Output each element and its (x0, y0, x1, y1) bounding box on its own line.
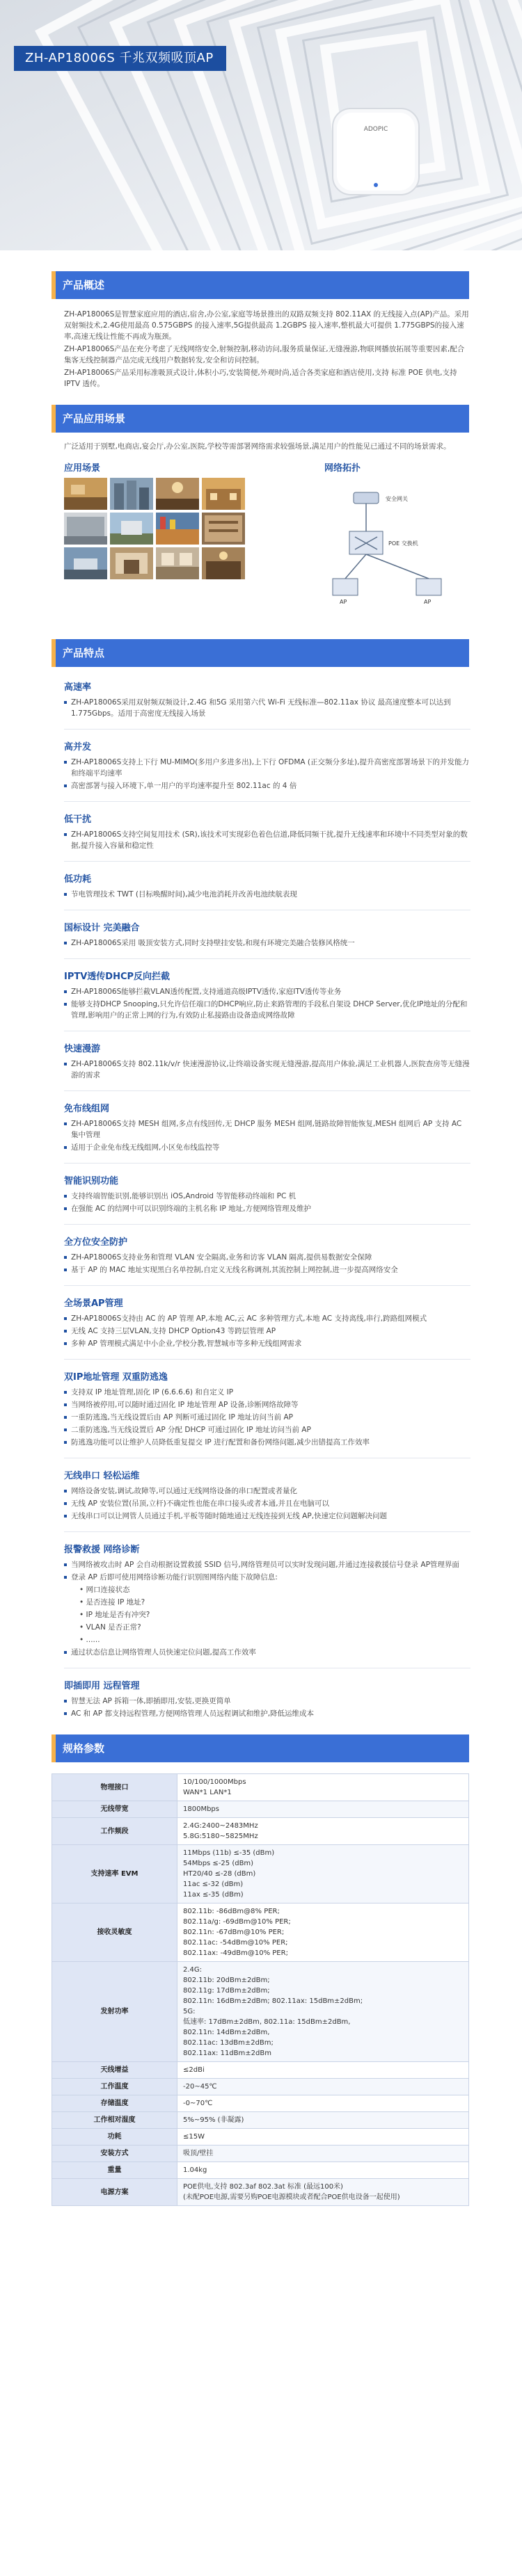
applications-visuals (0, 453, 522, 620)
feature-title: 报警救援 网络诊断 (64, 1545, 140, 1555)
feature-bullet: • IP 地址是否有冲突? (79, 1611, 150, 1619)
spec-value-line: 1800Mbps (183, 1805, 219, 1813)
scene-photo (110, 478, 153, 510)
spec-value-line: 54Mbps ≤-25 (dBm) (183, 1860, 254, 1867)
spec-key: 发射功率 (52, 1962, 177, 2062)
tunnel-background (0, 0, 522, 250)
spec-value-line: 10/100/1000Mbps (183, 1778, 246, 1786)
feature-body (0, 889, 522, 900)
feature-bullet: 基于 AP 的 MAC 地址实现黑白名单控制,自定义无线名称调剂,其流控制上网控制,进一步提高网络安全 (64, 1264, 470, 1275)
feature-bullet: 通过状态信息让网络管理人员快速定位问题,提高工作效率 (64, 1647, 470, 1658)
feature-bullet: • 网口连接状态 (79, 1586, 130, 1594)
feature-body (0, 1387, 522, 1448)
feature-title: 免布线组网 (64, 1104, 110, 1114)
spec-value-line: POE供电,支持 802.3af 802.3at 标准 (最远100米) (183, 2183, 343, 2191)
feature-bullet: ZH-AP18006S支持上下行 MU-MIMO(多用户多进多出),上下行 OFDMA (正交频分多址),提升高密度部署场景下的并发能力和终端平均速率 (64, 757, 470, 779)
feature-bullet: 能够支持DHCP Snooping,只允许信任端口的DHCP响应,防止来路管理的手段私自架设 DHCP Server,优化IP地址的分配和管理,影响用户的正常上网的行为,有效防止私接路由设备造成网络故障 (64, 999, 470, 1021)
feature-body (0, 937, 522, 949)
network-topology (324, 460, 470, 620)
scene-photo (202, 547, 245, 579)
scene-photo (110, 547, 153, 579)
feature-bullet: 智慧无法 AP 拆箱一体,即插即用,安装,更换更简单 (64, 1696, 470, 1707)
spec-value (177, 2146, 469, 2162)
feature-title: 低干扰 (64, 814, 92, 825)
feature-bullet: ZH-AP18006S支持业务和管理 VLAN 安全隔离,业务和访客 VLAN 隔离,提供易数据安全保障 (64, 1252, 470, 1263)
spec-value-line: 802.11b: -86dBm@8% PER; (183, 1908, 280, 1915)
feature-divider (64, 1163, 470, 1164)
spec-value (177, 2079, 469, 2095)
spec-key: 无线带宽 (52, 1801, 177, 1818)
scene-photo (64, 513, 107, 545)
scene-photo (156, 478, 199, 510)
feature-bullet: 在强能 AC 的结网中可以识别终端的主机名称 IP 地址,方便网络管理及维护 (64, 1203, 470, 1214)
feature-title: 双IP地址管理 双重防逃逸 (64, 1372, 168, 1383)
spec-key: 接收灵敏度 (52, 1903, 177, 1962)
feature-title: 全方位安全防护 (64, 1237, 128, 1248)
scene-photo (202, 513, 245, 545)
hero-banner (0, 0, 522, 250)
feature-bullet: 无线 AC 支持三层VLAN,支持 DHCP Option43 等跨层管理 AP (64, 1326, 470, 1337)
ap-device-image (327, 103, 425, 200)
spec-value (177, 1818, 469, 1845)
feature-bullet: 支持双 IP 地址管理,固化 IP (6.6.6.6) 和自定义 IP (64, 1387, 470, 1398)
applications-paragraph: 广泛适用于别墅,电商店,宴会厅,办公室,医院,学校等需部署网络需求较强场景,满足用户的性能见已通过不同的场景需求。 (64, 442, 451, 451)
spec-value (177, 1903, 469, 1962)
feature-title: 国标设计 完美融合 (64, 923, 140, 933)
feature-body (0, 1252, 522, 1275)
feature-title: 快速漫游 (64, 1044, 101, 1054)
spec-table (52, 1773, 469, 2206)
spec-value (177, 2162, 469, 2179)
spec-value (177, 2095, 469, 2112)
overview-paragraph: ZH-AP18006S产品采用标准吸顶式设计,体积小巧,安装简便,外观时尚,适合各类家庭和酒店使用,支持 标准 POE 供电,支持IPTV 透传。 (64, 369, 457, 388)
feature-bullet: 节电管理技术 TWT (目标唤醒时间),减少电池消耗并改善电池续航表现 (64, 889, 470, 900)
section-applications-heading: 产品应用场景 (52, 405, 469, 433)
feature-body (0, 1696, 522, 1719)
spec-key: 工作频段 (52, 1818, 177, 1845)
feature-bullet: 一重防逃逸,当无线设置后由 AP 判断可通过固化 IP 地址访问当前 AP (64, 1412, 470, 1423)
spec-value-line: -20~45℃ (183, 2083, 217, 2091)
spec-value-line: (未配POE电源,需要另购POE电源模块或者配合POE供电设备一起使用) (183, 2193, 400, 2201)
spec-value-line: WAN*1 LAN*1 (183, 1789, 232, 1796)
spec-row (52, 1903, 469, 1962)
spec-value-line: 5.8G:5180~5825MHz (183, 1833, 258, 1840)
feature-bullet: 当网络被停用,可以随时通过固化 IP 地址管理 AP 设备,诊断网络故障等 (64, 1399, 470, 1410)
scene-photo-grid (64, 478, 245, 579)
spec-value-line: 802.11ax: -49dBm@10% PER; (183, 1949, 288, 1957)
feature-body (0, 697, 522, 719)
section-features-heading: 产品特点 (52, 639, 469, 667)
section-overview-heading: 产品概述 (52, 271, 469, 299)
feature-bullet: 多种 AP 管理模式满足中小企业,学校分教,智慧城市等多种无线组网需求 (64, 1338, 470, 1349)
ap-node-icon (333, 579, 358, 595)
feature-divider (64, 1224, 470, 1225)
spec-key: 支持速率 EVM (52, 1845, 177, 1903)
hero-title: ZH-AP18006S 千兆双频吸顶AP (14, 46, 226, 71)
spec-row (52, 1845, 469, 1903)
feature-title: 高速率 (64, 682, 92, 693)
spec-value (177, 1845, 469, 1903)
spec-row (52, 1774, 469, 1801)
feature-bullet: ZH-AP18006S支持空间复用技术 (SR),该技术可实现彩色着色信道,降低同频干扰,提升无线速率和环境中不同类型对象的数据,提升接入容量和稳定性 (64, 829, 470, 851)
topology-label: 网络拓扑 (324, 463, 361, 474)
spec-value-line: ≤2dBi (183, 2066, 205, 2074)
feature-body (0, 1486, 522, 1522)
feature-bullet: 无线串口可以让网管人员通过手机,平板等随时随地通过无线连接到无线 AP,快速定位问题解决问题 (64, 1511, 470, 1522)
scenes-label: 应用场景 (64, 463, 101, 474)
feature-divider (64, 1359, 470, 1360)
spec-row (52, 1962, 469, 2062)
spec-value-line: 5%~95% (非凝露) (183, 2116, 244, 2124)
spec-row (52, 2095, 469, 2112)
ap-node-icon (416, 579, 441, 595)
feature-bullet: • VLAN 是否正常? (79, 1623, 141, 1632)
spec-value-line: 11Mbps (11b) ≤-35 (dBm) (183, 1849, 275, 1857)
scene-photo (202, 478, 245, 510)
spec-key: 电源方案 (52, 2179, 177, 2206)
topology-diagram (324, 478, 470, 617)
feature-title: 智能识别功能 (64, 1176, 119, 1186)
feature-bullet: 登录 AP 后即可使用网络诊断功能行识别图网络内能下故障信息: (64, 1572, 470, 1583)
spec-value (177, 1801, 469, 1818)
feature-bullet: ZH-AP18006S采用双射频双频设计,2.4G 和5G 采用第六代 Wi-Fi 无线标准—802.11ax 协议 最高速度整本可以达到 1.775Gbps。适用于高密度无线接入场景 (64, 697, 470, 719)
overview-paragraph: ZH-AP18006S是智慧家庭应用的酒店,宿舍,办公室,家庭等场景推出的双路双频支持 802.11AX 的无线接入点(AP)产品。采用双射频技术,2.4G使用最高 0.575GBPS 的接入速率,5G提供最高 1.2GBPS 接入速率,整机最大可提供 1.775GBPS的接入速率,高速无线让性能不再成为瓶颈。 (64, 310, 469, 341)
spec-row (52, 1801, 469, 1818)
topology-node-label: 安全网关 (386, 496, 408, 502)
feature-bullet: ZH-AP18006S支持由 AC 的 AP 管理 AP,本地 AC,云 AC 多种管理方式,本地 AC 支持离线,串行,跨路组网模式 (64, 1313, 470, 1324)
application-scenes (64, 460, 245, 620)
spec-key: 安装方式 (52, 2146, 177, 2162)
spec-value (177, 2179, 469, 2206)
spec-value-line: 802.11a/g: -69dBm@10% PER; (183, 1918, 291, 1926)
feature-divider (64, 729, 470, 730)
feature-bullet: • ...... (79, 1636, 100, 1644)
feature-body (0, 1559, 522, 1658)
feature-bullet: 当网络被攻击时 AP 会自动根据设置救援 SSID 信号,网络管理员可以实时发现问题,并通过连接救援信号登录 AP管理界面 (64, 1559, 470, 1570)
feature-body (0, 757, 522, 791)
feature-title: 低功耗 (64, 874, 92, 885)
spec-key: 功耗 (52, 2129, 177, 2146)
feature-title: 无线串口 轻松运维 (64, 1471, 140, 1481)
feature-divider (64, 801, 470, 802)
spec-row (52, 2146, 469, 2162)
scene-photo (64, 478, 107, 510)
spec-value-line: HT20/40 ≤-28 (dBm) (183, 1870, 256, 1878)
feature-bullet: 二重防逃逸,当无线设置后 AP 分配 DHCP 可通过固化 IP 地址访问当前 AP (64, 1424, 470, 1435)
overview-text (0, 309, 522, 389)
feature-title: 全场景AP管理 (64, 1298, 123, 1309)
spec-value-line: 2.4G:2400~2483MHz (183, 1822, 258, 1830)
feature-bullet: 高密部署与接入环境下,单一用户的平均速率提升至 802.11ac 的 4 倍 (64, 780, 470, 791)
feature-body (0, 986, 522, 1021)
section-specs-heading: 规格参数 (52, 1734, 469, 1762)
feature-divider (64, 958, 470, 959)
spec-key: 工作相对湿度 (52, 2112, 177, 2129)
feature-divider (64, 861, 470, 862)
spec-value-line: ≤15W (183, 2133, 205, 2141)
overview-paragraph: ZH-AP18006S产品在充分考虑了无线网络安全,射频控制,移动访问,服务质量保证,无缝漫游,物联网播放拓展等重要因素,配合集客无线控制器产品完成无线用户数据转发,安全和访问控制。 (64, 345, 465, 364)
scene-photo (110, 513, 153, 545)
spec-row (52, 2062, 469, 2079)
spec-value (177, 2129, 469, 2146)
feature-title: 高并发 (64, 742, 92, 752)
spec-value-line: 低速率: 17dBm±2dBm, 802.11a: 15dBm±2dBm, (183, 2018, 351, 2026)
spec-value-line: 802.11n: 14dBm±2dBm, (183, 2029, 270, 2036)
spec-value-line: 802.11ac: -54dBm@10% PER; (183, 1939, 288, 1947)
features-list (0, 679, 522, 1719)
spec-value-line: 802.11ac: 13dBm±2dBm; (183, 2039, 274, 2047)
spec-key: 重量 (52, 2162, 177, 2179)
spec-value (177, 1962, 469, 2062)
spec-value-line: 802.11n: -67dBm@10% PER; (183, 1929, 285, 1936)
spec-value-line: 吸顶/壁挂 (183, 2150, 214, 2157)
topology-node-label: AP (424, 599, 432, 605)
spec-row (52, 2079, 469, 2095)
topology-node-label: POE 交换机 (388, 540, 418, 547)
feature-bullet: ZH-AP18006S能够拦截VLAN透传配置,支持通道高级IPTV透传,家庭ITV透传等业务 (64, 986, 470, 997)
spec-key: 天线增益 (52, 2062, 177, 2079)
spec-value-line: 11ac ≤-32 (dBm) (183, 1881, 244, 1888)
spec-value (177, 1774, 469, 1801)
feature-bullet: ZH-AP18006S采用 吸顶安装方式,同时支持壁挂安装,和现有环境完美融合装修风格统一 (64, 937, 470, 949)
spec-row (52, 2129, 469, 2146)
feature-divider (64, 1531, 470, 1532)
spec-key: 工作温度 (52, 2079, 177, 2095)
scene-photo (64, 547, 107, 579)
spec-value-line: 1.04kg (183, 2166, 207, 2174)
spec-value-line: 802.11g: 17dBm±2dBm; (183, 1987, 270, 1995)
spec-value-line: 802.11n: 16dBm±2dBm; 802.11ax: 15dBm±2dBm; (183, 1997, 363, 2005)
gateway-icon (354, 492, 379, 504)
scene-photo (156, 547, 199, 579)
spec-key: 物理接口 (52, 1774, 177, 1801)
applications-text (0, 441, 522, 452)
spec-value-line: 802.11ax: 11dBm±2dBm (183, 2050, 271, 2057)
spec-value-line: 802.11b: 20dBm±2dBm; (183, 1977, 270, 1984)
feature-bullet: 无线 AP 安装位置(吊顶,立杆)不确定性也能在串口接头或者本通,并且在电脑可以 (64, 1498, 470, 1509)
spec-row (52, 2162, 469, 2179)
feature-bullet: 支持终端智能识别,能够识别出 iOS,Android 等智能移动终端和 PC 机 (64, 1191, 470, 1202)
spec-row (52, 2112, 469, 2129)
spec-value-line: -0~70℃ (183, 2100, 213, 2107)
feature-body (0, 1118, 522, 1153)
feature-title: IPTV透传DHCP反向拦截 (64, 972, 171, 982)
spec-value-line: 2.4G: (183, 1966, 203, 1974)
feature-title: 即插即用 远程管理 (64, 1681, 140, 1691)
feature-bullet: AC 和 AP 都支持远程管理,方便网络管理人员远程调试和维护,降低运维成本 (64, 1708, 470, 1719)
feature-body (0, 829, 522, 851)
feature-divider (64, 1285, 470, 1286)
spec-key: 存储温度 (52, 2095, 177, 2112)
spec-value-line: 5G: (183, 2008, 196, 2015)
feature-body (0, 1313, 522, 1349)
spec-value-line: 11ax ≤-35 (dBm) (183, 1891, 244, 1899)
spec-row (52, 1818, 469, 1845)
feature-body (0, 1191, 522, 1214)
feature-body (0, 1058, 522, 1081)
ap-brand-label: ADOPIC (363, 126, 388, 133)
feature-divider (64, 1090, 470, 1091)
feature-bullet: ZH-AP18006S支持 802.11k/v/r 快速漫游协议,让终端设备实现无缝漫游,提高用户体验,满足工业机器人,医院查房等无缝漫游的需求 (64, 1058, 470, 1081)
scene-photo (156, 513, 199, 545)
feature-bullet: 网络设备安装,调试,故障等,可以通过无线网络设备的串口配置或者量化 (64, 1486, 470, 1497)
topology-node-label: AP (340, 599, 347, 605)
spec-row (52, 2179, 469, 2206)
feature-bullet: 适用于企业免布线无线组网,小区免布线监控等 (64, 1142, 470, 1153)
feature-bullet: 防逃逸功能可以让维护人员降低重复提交 IP 进行配置和备份网络问题,减少出错提高工作效率 (64, 1437, 470, 1448)
feature-bullet: • 是否连接 IP 地址? (79, 1598, 145, 1607)
spec-value (177, 2062, 469, 2079)
feature-bullet: ZH-AP18006S支持 MESH 组网,多点有线回传,无 DHCP 服务 MESH 组网,链路故障智能恢复,MESH 组网后 AP 支持 AC 集中管理 (64, 1118, 470, 1141)
spec-value (177, 2112, 469, 2129)
